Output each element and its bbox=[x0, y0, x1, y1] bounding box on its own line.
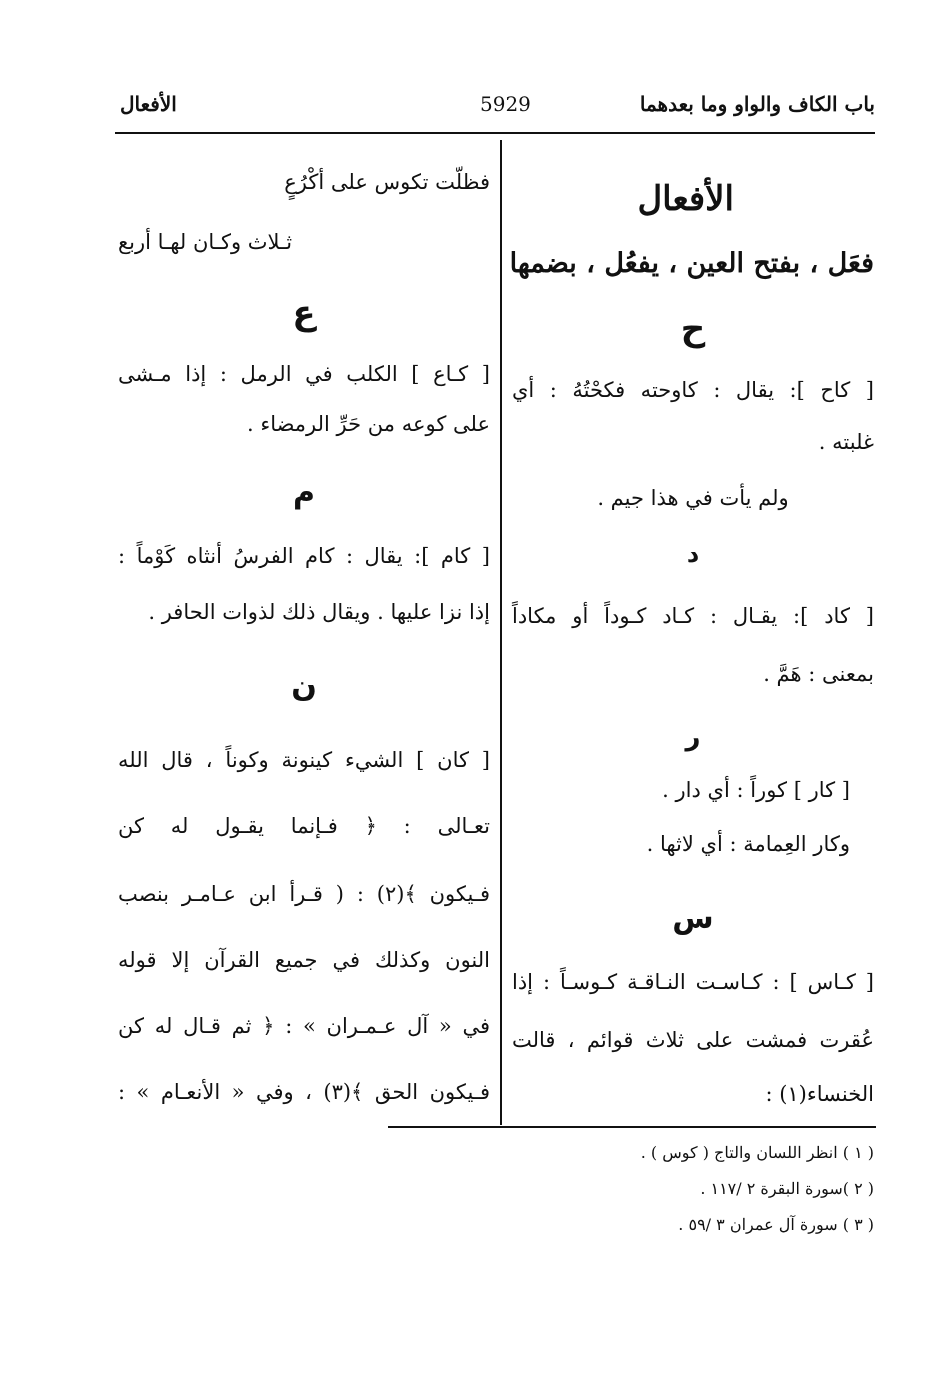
entry-kan-line: تعـالى : ﴿ فـإنما يقـول له كن bbox=[118, 814, 490, 838]
letter-heading-ayn: ع bbox=[292, 293, 316, 333]
footnote-rule bbox=[388, 1126, 876, 1128]
letter-heading-ra: ر bbox=[685, 722, 701, 752]
letter-heading-sin: س bbox=[672, 901, 714, 936]
entry-kah-line: غلبته . bbox=[818, 430, 874, 454]
entry-kad-line: بمعنى : هَمَّ . bbox=[763, 662, 874, 686]
poem-verse: فظلّت تكوس على أكْرُعٍ bbox=[284, 170, 490, 194]
chapter-title: باب الكاف والواو وما بعدهما bbox=[639, 92, 875, 116]
entry-kan-line: النون وكذلك في جميع القرآن إلا قوله bbox=[118, 948, 490, 972]
entry-kar-line: وكار العِمامة : أي لاثها . bbox=[646, 832, 850, 856]
letter-heading-nun: ن bbox=[291, 669, 317, 704]
page-number: 5929 bbox=[480, 92, 531, 116]
entry-kan-line: في « آل عـمـران » : ﴿ ثم قـال له كن bbox=[118, 1014, 490, 1038]
entry-kaa-line: [ كـاع ] الكلب في الرمل : إذا مـشى bbox=[118, 362, 490, 386]
section-heading: الأفعال bbox=[637, 179, 734, 219]
entry-kas-line: [ كـاس ] : كـاسـت النـاقـة كـوسـاً : إذا bbox=[512, 970, 874, 994]
section-title-header: الأفعال bbox=[120, 92, 177, 116]
footnote: ( ٢ )سورة البقرة ٢ /١١٧ . bbox=[700, 1179, 874, 1198]
entry-kah-line: [ كاح ]: يقال : كاوحته فكحْتُهُ : أي bbox=[512, 378, 874, 402]
entry-kan-line: [ كان ] الشيء كينونة وكوناً ، قال الله bbox=[118, 748, 490, 772]
running-header bbox=[120, 92, 875, 132]
entry-kar-line: [ كار ] كوراً : أي دار . bbox=[662, 778, 850, 802]
entry-kas-line: عُقرت فمشت على ثلاث قوائم ، قالت bbox=[512, 1028, 874, 1052]
letter-heading-dal: د bbox=[686, 540, 700, 568]
poem-verse: ثـلاث وكـان لهـا أربع bbox=[118, 230, 293, 254]
footnote: ( ٣ ) سورة آل عمران ٣ /٥٩ . bbox=[678, 1215, 874, 1234]
entry-kam-line: إذا نزا عليها . ويقال ذلك لذوات الحافر . bbox=[148, 600, 490, 624]
entry-kas-line: الخنساء(١) : bbox=[765, 1082, 874, 1106]
footnote: ( ١ ) انظر اللسان والتاج ( كوس ) . bbox=[640, 1143, 874, 1162]
entry-kan-line: فـيكون ﴾(٢) : ( قـرأ ابن عـامـر بنصب bbox=[118, 882, 490, 906]
letter-heading-mim: م bbox=[293, 475, 315, 510]
entry-kam-line: [ كام ]: يقال : كام الفرسُ أنثاه كَوْماً : bbox=[118, 544, 490, 568]
column-divider bbox=[500, 140, 502, 1125]
section-subheading: فعَل ، بفتح العين ، يفعُل ، بضمها bbox=[509, 248, 874, 279]
header-rule bbox=[115, 132, 875, 134]
entry-kah-line: ولم يأت في هذا جيم . bbox=[597, 486, 789, 510]
entry-kan-line: فـيكون الحق ﴾(٣) ، وفي « الأنعـام » : bbox=[118, 1080, 490, 1104]
letter-heading-ha: ح bbox=[680, 309, 706, 349]
entry-kaa-line: على كوعه من حَرِّ الرمضاء . bbox=[246, 412, 490, 436]
entry-kad-line: [ كاد ]: يقـال : كـاد كـوداً أو مكاداً bbox=[512, 604, 874, 628]
